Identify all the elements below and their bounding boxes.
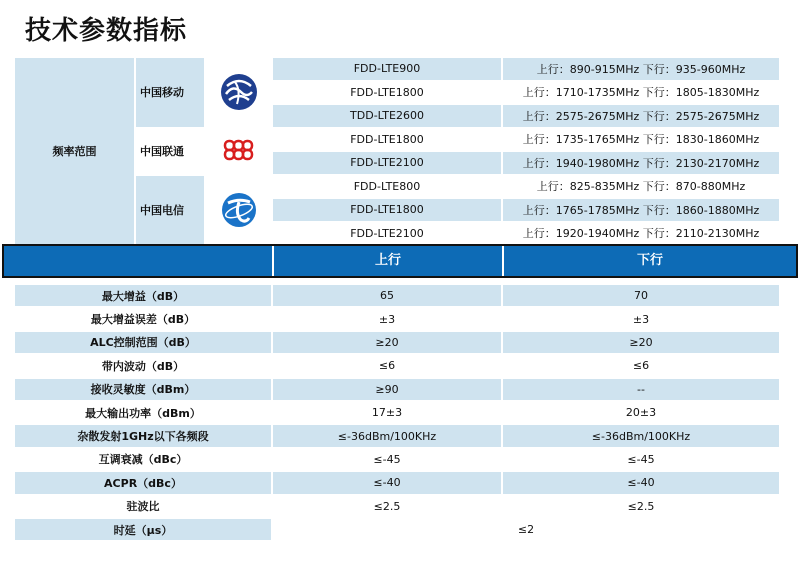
- operator-name: 中国联通: [135, 128, 205, 175]
- param-name: 杂散发射1GHz以下各频段: [15, 424, 272, 447]
- band-cell: FDD-LTE1800: [272, 198, 502, 222]
- param-uplink-value: ≤-36dBm/100KHz: [272, 424, 502, 447]
- param-name: 带内波动（dB）: [15, 354, 272, 377]
- param-name: ACPR（dBc）: [15, 471, 272, 494]
- table-row: [15, 518, 780, 541]
- table-row: [15, 495, 780, 518]
- param-name: 互调衰减（dBc）: [15, 448, 272, 471]
- downlink-header: 下行: [636, 253, 663, 268]
- band-cell: FDD-LTE900: [272, 58, 502, 81]
- param-name: 最大增益误差（dB）: [15, 307, 272, 330]
- page-title: 技术参数指标: [25, 16, 188, 46]
- range-cell: 上行：2575-2675MHz 下行：2575-2675MHz: [502, 104, 780, 128]
- param-uplink-value: ≥20: [272, 331, 502, 354]
- param-uplink-value: ≤6: [272, 354, 502, 377]
- range-cell: 上行：1765-1785MHz 下行：1860-1880MHz: [502, 198, 780, 222]
- param-downlink-value: ±3: [502, 307, 780, 330]
- param-uplink-value: ≤-45: [272, 448, 502, 471]
- frequency-range-table: [15, 58, 781, 246]
- table-row: [15, 378, 780, 401]
- column-header-bar: [2, 244, 798, 278]
- param-downlink-value: ≤-40: [502, 471, 780, 494]
- param-name: ALC控制范围（dB）: [15, 331, 272, 354]
- param-name: 接收灵敏度（dBm）: [15, 378, 272, 401]
- delay-value: ≤2: [272, 518, 780, 541]
- param-uplink-value: 17±3: [272, 401, 502, 424]
- band-cell: TDD-LTE2600: [272, 104, 502, 128]
- parameters-table: [15, 285, 781, 542]
- table-row: [15, 471, 780, 494]
- param-downlink-value: ≥20: [502, 331, 780, 354]
- param-downlink-value: ≤-36dBm/100KHz: [502, 424, 780, 447]
- param-name: 驻波比: [15, 495, 272, 518]
- param-uplink-value: 65: [272, 285, 502, 307]
- table-row: [15, 448, 780, 471]
- param-downlink-value: ≤-45: [502, 448, 780, 471]
- table-row: [15, 307, 780, 330]
- uplink-header: 上行: [374, 253, 401, 268]
- range-cell: 上行：890-915MHz 下行：935-960MHz: [502, 58, 780, 81]
- range-cell: 上行：1735-1765MHz 下行：1830-1860MHz: [502, 128, 780, 152]
- param-name: 最大增益（dB）: [15, 285, 272, 307]
- band-cell: FDD-LTE1800: [272, 81, 502, 105]
- table-row: [15, 401, 780, 424]
- param-uplink-value: ≥90: [272, 378, 502, 401]
- band-cell: FDD-LTE2100: [272, 222, 502, 246]
- param-uplink-value: ≤-40: [272, 471, 502, 494]
- range-cell: 上行：1940-1980MHz 下行：2130-2170MHz: [502, 151, 780, 175]
- china-telecom-logo: [205, 175, 272, 246]
- table-row: [15, 331, 780, 354]
- table-row: [15, 424, 780, 447]
- param-downlink-value: 20±3: [502, 401, 780, 424]
- param-downlink-value: ≤6: [502, 354, 780, 377]
- china-unicom-logo: [205, 128, 272, 175]
- table-row: [15, 354, 780, 377]
- range-cell: 上行：1920-1940MHz 下行：2110-2130MHz: [502, 222, 780, 246]
- param-uplink-value: ≤2.5: [272, 495, 502, 518]
- range-cell: 上行：1710-1735MHz 下行：1805-1830MHz: [502, 81, 780, 105]
- param-downlink-value: ≤2.5: [502, 495, 780, 518]
- param-name: 时延（μs）: [15, 518, 272, 541]
- param-name: 最大输出功率（dBm）: [15, 401, 272, 424]
- band-cell: FDD-LTE1800: [272, 128, 502, 152]
- china-mobile-logo: [205, 58, 272, 128]
- param-uplink-value: ±3: [272, 307, 502, 330]
- band-cell: FDD-LTE2100: [272, 151, 502, 175]
- table-row: [15, 285, 780, 307]
- param-downlink-value: --: [502, 378, 780, 401]
- range-cell: 上行：825-835MHz 下行：870-880MHz: [502, 175, 780, 199]
- operator-name: 中国移动: [135, 58, 205, 128]
- band-cell: FDD-LTE800: [272, 175, 502, 199]
- param-downlink-value: 70: [502, 285, 780, 307]
- frequency-range-label: 频率范围: [15, 58, 135, 245]
- operator-name: 中国电信: [135, 175, 205, 246]
